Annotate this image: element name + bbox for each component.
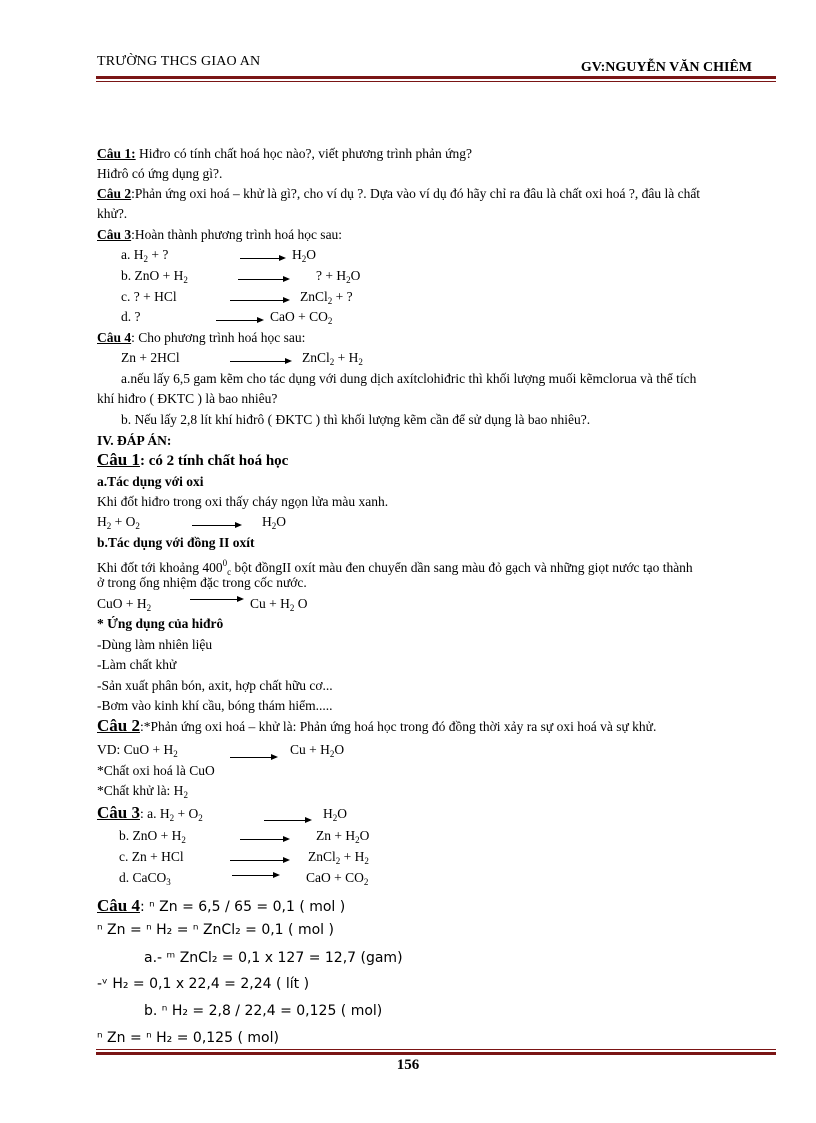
c3-b-left: b. ZnO + $H_2$ [119,828,186,845]
c1-use3: -Sản xuất phân bón, axit, hợp chất hữu cơ... [97,678,333,693]
q3-c-arrow [230,300,288,301]
c3-c-right: ZnCl$_2$ + $H_2$ [308,849,369,866]
c3-c-left: c. Zn + HCl [119,849,184,864]
c1-b-arrow [190,599,242,600]
q1-text: Hiđro có tính chất hoá học nào?, viết phương trình phản ứng? [135,146,472,161]
c1-use1: -Dùng làm nhiên liệu [97,637,213,652]
q4-label: Câu 4 [97,330,132,345]
c1-b-text: Khi đốt tới khoảng $400^0_c$ bột đồngII oxít màu đen chuyển dần sang màu đỏ gạch và những giọt nước tạo thành [97,558,693,577]
q3-text: :Hoàn thành phương trình hoá học sau: [131,227,343,242]
c4-line4: -ᵛ H₂ = 0,1 x 22,4 = 2,24 ( lít ) [97,976,310,992]
c4-line5: b. ⁿ H₂ = 2,8 / 22,4 = 0,125 ( mol) [144,1003,383,1019]
q3-d-arrow [216,320,262,321]
q4-a: a.nếu lấy 6,5 gam kẽm cho tác dụng với dung dịch axítclohiđric thì khối lượng muối kẽmclorua và thể tích [121,371,697,386]
q2-label: Câu 2 [97,186,132,201]
c1-use4: -Bơm vào kinh khí cầu, bóng thám hiểm..... [97,698,333,713]
q4-eq-right: ZnCl$_2$ + $H_2$ [302,350,363,367]
q3-label: Câu 3 [97,227,132,242]
q3-b-right: ? + $H_2O$ [316,268,361,285]
header-school: TRƯỜNG THCS GIAO AN [97,54,261,69]
c2-label: Câu 2 [97,716,140,735]
c3-a-left: Câu 3: a. $H_2 + O_2$ [97,803,203,823]
q3-c-left: c. ? + HCl [121,289,177,304]
c3-label: Câu 3 [97,803,140,822]
c1-b-eq-right: $Cu + H_2$ O [250,596,308,613]
c4-label: Câu 4 [97,896,140,915]
c1-use2: -Làm chất khử [97,657,177,672]
c3-b-right: $Zn + H_2O$ [316,828,370,845]
q3-d-left: d. ? [121,309,141,324]
q2-line [97,186,700,202]
c3-a-arrow [264,820,310,821]
q3-b-left: b. ZnO + $H_2$ [121,268,188,285]
c3-a-right: $H_2O$ [323,806,347,823]
q4-line [97,330,305,346]
c1-b-eq-left: CuO + $H_2$ [97,596,152,613]
q1-label: Câu 1: [97,146,136,161]
c1-a-eq-left: $H_2 + O_2$ [97,514,140,531]
c1-use-title: * Ứng dụng của hiđrô [97,616,224,631]
c1-a-title: a.Tác dụng với oxi [97,474,204,489]
c2-vd-left: VD: CuO + $H_2$ [97,742,178,759]
c1-label: Câu 1 [97,450,140,469]
footer-rule-thin [96,1049,776,1050]
c2-vd-arrow [230,757,276,758]
c1-b-title: b.Tác dụng với đồng II oxít [97,535,255,550]
c1-a-arrow [192,525,240,526]
q2-line2: khử?. [97,206,128,221]
c2-vd-right: $Cu + H_2O$ [290,742,345,759]
q3-a-left: a. $H_2$ + ? [121,247,169,264]
c1-b-line2: ở trong ống nhiệm đặc trong cốc nước. [97,575,307,590]
q3-b-arrow [238,279,288,280]
q3-line [97,227,342,243]
q3-d-right: CaO + $CO_2$ [270,309,333,326]
c4-l1: : ⁿ Zn = 6,5 / 65 = 0,1 ( mol ) [139,899,346,915]
c4-line2: ⁿ Zn = ⁿ H₂ = ⁿ ZnCl₂ = 0,1 ( mol ) [97,922,334,938]
c2-kh: *Chất khử là: $H_2$ [97,783,188,800]
q1-line [97,146,472,162]
c3-d-left: d. CaCO$_3$ [119,870,171,887]
c3-d-right: CaO + $CO_2$ [306,870,369,887]
c3-b-arrow [240,839,288,840]
answers-title: IV. ĐÁP ÁN: [97,433,172,448]
c3-d-arrow [232,875,278,876]
c1-a-eq-right: $H_2O$ [262,514,286,531]
c1-text: : có 2 tính chất hoá học [139,453,289,469]
c2-ox: *Chất oxi hoá là CuO [97,763,215,778]
header-rule-thin [96,81,776,82]
header-teacher: GV:NGUYỄN VĂN CHIÊM [580,60,752,75]
q3-a-right: $H_2O$ [292,247,316,264]
header-rule-thick [96,76,776,79]
c2-line [97,718,656,735]
q3-c-right: ZnCl$_2$ + ? [300,289,353,306]
q3-a-arrow [240,258,284,259]
footer-rule-thick [96,1052,776,1055]
q4-eq-left: Zn + 2HCl [121,350,180,365]
c1-a-text: Khi đốt hiđro trong oxi thấy cháy ngọn lửa màu xanh. [97,494,389,509]
q4-eq-arrow [230,361,290,362]
q2-text: :Phản ứng oxi hoá – khử là gì?, cho ví dụ ?. Dựa vào ví dụ đó hãy chỉ ra đâu là chất oxi hoá ?, đâu là chất [131,186,701,201]
q1-line2: Hiđrô có ứng dụng gì?. [97,166,223,181]
c4-line6: ⁿ Zn = ⁿ H₂ = 0,125 ( mol) [97,1030,279,1046]
c2-text: :*Phản ứng oxi hoá – khử là: Phản ứng hoá học trong đó đồng thời xảy ra sự oxi hoá và sự khử. [139,719,657,734]
q4-text: : Cho phương trình hoá học sau: [131,330,306,345]
c4-line1 [97,896,345,916]
q4-b: b. Nếu lấy 2,8 lít khí hiđrô ( ĐKTC ) thì khối lượng kẽm cần để sử dụng là bao nhiêu?. [121,412,591,427]
q4-a2: khí hiđro ( ĐKTC ) là bao nhiêu? [97,391,278,406]
c4-line3: a.- ᵐ ZnCl₂ = 0,1 x 127 = 12,7 (gam) [144,950,403,966]
c1-line [97,452,288,469]
c3-c-arrow [230,860,288,861]
page-number: 156 [396,1057,420,1073]
